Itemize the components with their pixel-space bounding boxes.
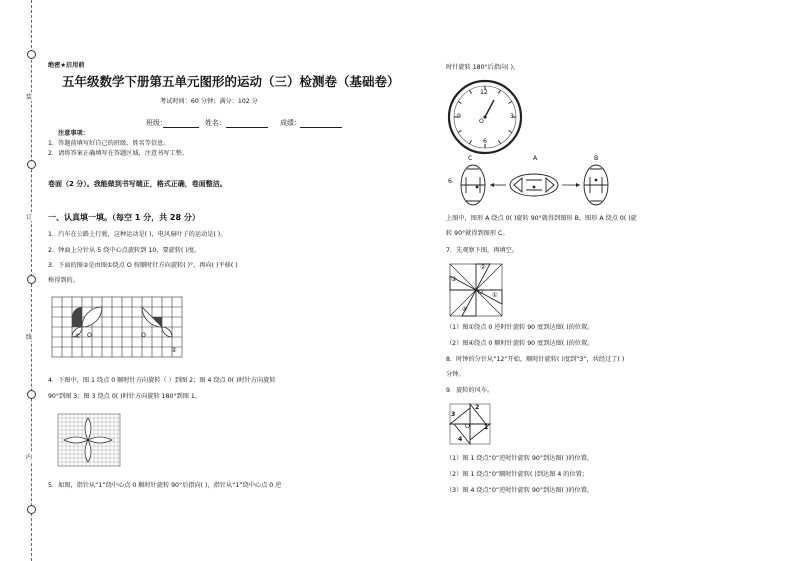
- shape-label-b: B: [594, 155, 599, 162]
- windmill-label-3: 3: [451, 411, 456, 418]
- question-5-cont: 时针旋转 180°后指向( )。: [446, 64, 520, 71]
- pinwheel-label-4: ④: [462, 306, 468, 313]
- question-6: 上图中，图形 A 绕点 0( )旋转 90°就得到图形 B，图形 A 绕点 0( )旋: [446, 215, 637, 222]
- class-field[interactable]: [163, 127, 199, 128]
- windmill-label-1: 1: [484, 424, 489, 431]
- question-8: 8．时钟的分针从“12”开始，顺时针旋转( )度到“3”，共经过了( ): [446, 356, 625, 363]
- binding-hole: [27, 275, 36, 284]
- question-3-cont: 格得到的。: [48, 277, 79, 284]
- name-field[interactable]: [226, 127, 268, 128]
- question-9-1: （1）图 1 绕点“0”逆时针旋转 90°到达图( )的位置。: [446, 455, 594, 462]
- question-5: 5．如图，指针从“1”绕中心点 0 顺时针旋转 90°后指向( )，指针从“1”绕中心点 0 逆: [48, 482, 282, 489]
- clock-center-label: O: [479, 118, 484, 125]
- binding-char: 订: [26, 214, 33, 221]
- fish-rotation-figure: [456, 163, 616, 207]
- pinwheel-center-label: O: [478, 289, 483, 296]
- question-7: 7．先观察下图，再填空。: [446, 247, 518, 254]
- question-1: 1．汽车在公路上行驶，这种运动是( )，电风扇叶子的运动是( )。: [48, 231, 227, 238]
- pinwheel-label-2: ②: [480, 264, 486, 271]
- point-o-label: O: [87, 332, 92, 339]
- question-9-2: （2）图 1 绕点“0”顺时针旋转( )到达图 4 的位置；: [446, 471, 589, 478]
- question-9: 9．旋转的风车。: [446, 387, 494, 394]
- binding-char: 线: [26, 334, 33, 341]
- rotation-grid-figure: [52, 297, 184, 359]
- exam-info: 考试时间：60 分钟；满分：102 分: [160, 98, 258, 105]
- page-title: 五年级数学下册第五单元图形的运动（三）检测卷（基础卷）: [62, 74, 400, 89]
- figure-label-2: ②: [171, 347, 177, 354]
- question-4-cont: 90°到图 3；图 3 绕点 0( )时针方向旋转 180°到图 1。: [48, 393, 202, 400]
- shape-label-c: C: [468, 155, 473, 162]
- windmill-center-label: O: [465, 423, 470, 430]
- secret-label: 绝密★启用前: [48, 62, 85, 69]
- question-7-2: （2）图④绕点 0 顺时针旋转 90 度到达图( )的位置。: [446, 340, 594, 347]
- flower-rotation-figure: [58, 414, 120, 466]
- binding-hole: [27, 160, 36, 169]
- point-o-label: O: [141, 332, 146, 339]
- shape-label-a: A: [533, 155, 538, 162]
- binding-char: 内: [26, 454, 33, 461]
- figure-label-1: ①: [75, 333, 81, 340]
- question-8-cont: 分钟。: [446, 371, 465, 378]
- clock-numeral-6: 6: [483, 138, 487, 145]
- pinwheel-label-1: ①: [492, 292, 498, 299]
- binding-margin: [22, 0, 42, 561]
- note-item: 1．答题前填写好自己的班级、姓名等信息。: [48, 140, 170, 147]
- binding-hole: [27, 50, 36, 59]
- question-9-3: （3）图 4 绕点“0”逆时针旋转 90°到达图( )的位置。: [446, 487, 594, 494]
- question-4: 4．下图中，图 1 绕点 0 顺时针方向旋转（ ）到图 2；图 4 绕点 0( )时针方向旋转: [48, 377, 276, 384]
- note-item: 2．请将答案正确填写在答题区域，注意书写工整。: [48, 150, 189, 157]
- question-3: 3．下面的图②是由图①绕点 O 按顺时针方向旋转( )°，再向( )平移( ): [48, 262, 238, 269]
- question-2: 2．钟面上分针从 5 绕中心点旋转到 10，要旋转( )度。: [48, 247, 201, 254]
- class-label: 班级：: [146, 119, 167, 127]
- clock-numeral-12: 12: [480, 89, 488, 96]
- windmill-label-2: 2: [475, 404, 480, 411]
- clock-numeral-9: 9: [457, 113, 461, 120]
- notes-heading: 注意事项：: [58, 130, 89, 137]
- score-label: 成绩：: [280, 119, 301, 127]
- pinwheel-label-3: ③: [451, 276, 457, 283]
- binding-hole: [27, 505, 36, 514]
- binding-hole: [27, 390, 36, 399]
- question-7-1: （1）图①绕点 0 逆时针旋转 90 度到达图( )的位置。: [446, 324, 594, 331]
- section-heading: 一、认真填一填。（每空 1 分，共 28 分）: [48, 213, 200, 222]
- clock-numeral-3: 3: [510, 113, 514, 120]
- question-6-number: 6.: [448, 178, 454, 185]
- binding-char: 装: [26, 94, 33, 101]
- question-6-cont: 转 90°就得到图形 C。: [446, 230, 509, 237]
- score-field[interactable]: [300, 127, 342, 128]
- name-label: 姓名：: [205, 119, 226, 127]
- neatness-line: 卷面（2 分）。我能做到书写端正，格式正确，卷面整洁。: [48, 180, 227, 188]
- pinwheel-figure: [448, 262, 504, 318]
- windmill-label-4: 4: [458, 436, 463, 443]
